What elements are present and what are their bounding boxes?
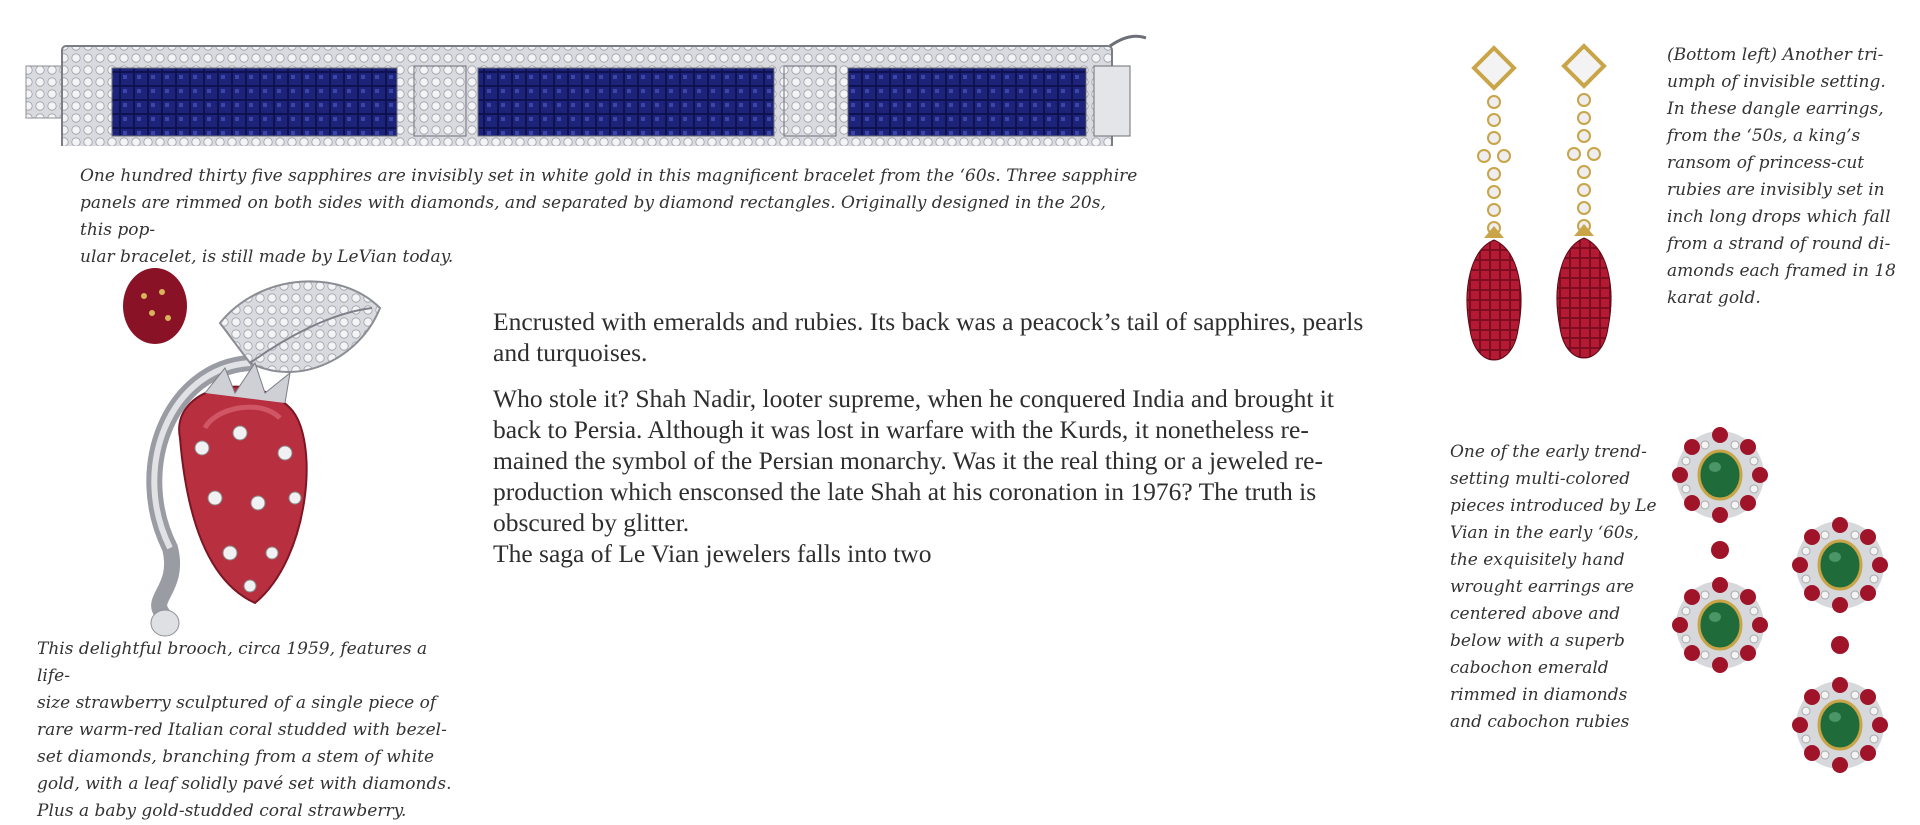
emerald-earrings-caption: One of the early trend- setting multi-colored pieces introduced by Le Vian in the early ‘60s, the exquisitely hand wrought earrings are centered above and below with a superb cabochon emerald rimmed in diamonds and cabochon rubies xyxy=(1450,442,1657,732)
article-paragraph: Encrusted with emeralds and rubies. Its back was a peacock’s tail of sapphires, pearls and turquoises. xyxy=(493,307,1364,367)
brooch-caption: This delightful brooch, circa 1959, features a life- size strawberry sculptured of a single piece of rare warm-red Italian coral studded with bezel- set diamonds, branching from a stem of white gold, with a leaf solidly pavé set with diamonds. Plus a baby gold-studded coral strawberry. xyxy=(37,639,452,821)
emerald-ruby-earrings-photo xyxy=(1655,425,1905,785)
article-paragraph: Who stole it? Shah Nadir, looter supreme, when he conquered India and brought it back to Persia. Although it was lost in warfare with the Kurds, it nonetheless re- mained the symbol of the Persian monarchy. Was it the real thing or a jeweled re- production which ensconsed the late Shah at his coronation in 1976? The truth is obscured by glitter. The saga of Le Vian jewelers falls into two xyxy=(493,384,1334,568)
ruby-drop-earrings-photo xyxy=(1450,40,1650,390)
article-body xyxy=(493,306,1393,569)
ruby-earrings-caption: (Bottom left) Another tri- umph of invisible setting. In these dangle earrings, from the ‘50s, a king’s ransom of princess-cut rubies are invisibly set in inch long drops which fall from a strand of round di- amonds each framed in 18 karat gold. xyxy=(1667,45,1896,308)
bracelet-caption: One hundred thirty five sapphires are invisibly set in white gold in this magnificent bracelet from the ‘60s. Three sapphire panels are rimmed on both sides with diamonds, and separated by diamond rectangles. Originally designed in the 20s, this pop- ular bracelet, is still made by LeVian today. xyxy=(80,166,1138,267)
sapphire-bracelet-photo xyxy=(22,16,1162,146)
strawberry-brooch-photo xyxy=(110,268,390,638)
